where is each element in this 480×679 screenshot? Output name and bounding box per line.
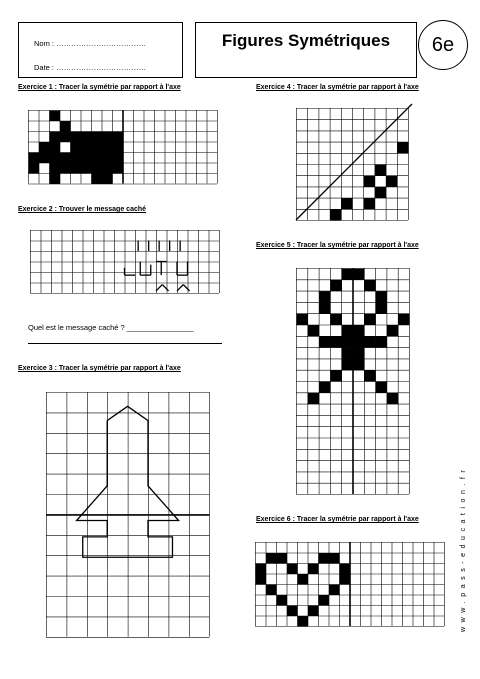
filled-cell — [39, 153, 50, 164]
filled-cell — [102, 174, 113, 185]
ex1-label: Exercice 1 : Tracer la symétrie par rapport à l'axe — [18, 84, 181, 91]
filled-cell — [376, 302, 387, 313]
ex6-grid[interactable] — [255, 542, 445, 627]
ex3-label: Exercice 3 : Tracer la symétrie par rapport à l'axe — [18, 365, 181, 372]
filled-cell — [308, 325, 319, 336]
filled-cell — [308, 393, 319, 404]
filled-cell — [298, 616, 309, 627]
filled-cell — [50, 142, 61, 153]
filled-cell — [330, 370, 341, 381]
symmetry-axis — [296, 104, 412, 220]
filled-cell — [29, 163, 40, 174]
filled-cell — [266, 553, 277, 564]
filled-cell — [50, 174, 61, 185]
grade-badge — [418, 20, 468, 70]
filled-cell — [266, 585, 277, 596]
filled-cell — [329, 585, 340, 596]
filled-cell — [319, 291, 330, 302]
filled-cell — [387, 325, 398, 336]
filled-cell — [342, 336, 353, 347]
filled-cell — [353, 325, 364, 336]
filled-cell — [319, 595, 330, 606]
filled-cell — [256, 564, 267, 575]
filled-cell — [50, 153, 61, 164]
filled-cell — [364, 280, 375, 291]
filled-cell — [398, 314, 409, 325]
filled-cell — [386, 176, 397, 187]
filled-cell — [397, 142, 408, 153]
filled-cell — [364, 176, 375, 187]
filled-cell — [319, 382, 330, 393]
filled-cell — [102, 142, 113, 153]
name-field[interactable]: Nom : ……………………………… — [34, 39, 147, 48]
ex1-grid[interactable] — [28, 110, 218, 185]
ex6-label: Exercice 6 : Tracer la symétrie par rapport à l'axe — [256, 516, 419, 523]
watermark: w w w . p a s s - e d u c a t i o n . f r — [460, 468, 467, 632]
filled-cell — [256, 574, 267, 585]
ex2-answer-line[interactable] — [28, 343, 222, 344]
filled-cell — [113, 132, 124, 143]
filled-cell — [92, 132, 103, 143]
filled-cell — [353, 359, 364, 370]
filled-cell — [330, 209, 341, 220]
filled-cell — [81, 132, 92, 143]
filled-cell — [319, 553, 330, 564]
ex4-label: Exercice 4 : Tracer la symétrie par rapport à l'axe — [256, 84, 419, 91]
ex2-label: Exercice 2 : Trouver le message caché — [18, 206, 147, 213]
filled-cell — [340, 564, 351, 575]
filled-cell — [39, 142, 50, 153]
ex5-label: Exercice 5 : Tracer la symétrie par rapport à l'axe — [256, 242, 419, 249]
filled-cell — [29, 153, 40, 164]
filled-cell — [342, 325, 353, 336]
filled-cell — [340, 574, 351, 585]
filled-cell — [297, 314, 308, 325]
filled-cell — [92, 163, 103, 174]
filled-cell — [81, 153, 92, 164]
filled-cell — [329, 553, 340, 564]
filled-cell — [113, 153, 124, 164]
filled-cell — [60, 163, 71, 174]
filled-cell — [376, 291, 387, 302]
filled-cell — [102, 132, 113, 143]
filled-cell — [81, 163, 92, 174]
filled-cell — [353, 269, 364, 280]
filled-cell — [298, 574, 309, 585]
filled-cell — [113, 142, 124, 153]
filled-cell — [81, 142, 92, 153]
date-field[interactable]: Date : ……………………………… — [34, 63, 147, 72]
ex2-grid[interactable] — [30, 230, 220, 294]
ex2-question[interactable]: Quel est le message caché ? ________________ — [28, 323, 194, 332]
filled-cell — [92, 142, 103, 153]
filled-cell — [50, 111, 61, 122]
filled-cell — [319, 302, 330, 313]
filled-cell — [375, 165, 386, 176]
filled-cell — [387, 393, 398, 404]
rocket-outline — [77, 406, 179, 557]
filled-cell — [71, 132, 82, 143]
grade-text: 6e — [431, 34, 455, 56]
filled-cell — [341, 198, 352, 209]
filled-cell — [50, 163, 61, 174]
filled-cell — [287, 606, 298, 617]
filled-cell — [50, 132, 61, 143]
filled-cell — [364, 198, 375, 209]
filled-cell — [60, 132, 71, 143]
filled-cell — [102, 153, 113, 164]
title-box — [195, 22, 417, 78]
name-date-box — [18, 22, 183, 78]
message-stroke — [162, 285, 168, 291]
filled-cell — [353, 348, 364, 359]
filled-cell — [319, 336, 330, 347]
filled-cell — [71, 153, 82, 164]
filled-cell — [60, 153, 71, 164]
message-stroke — [183, 285, 189, 291]
filled-cell — [71, 163, 82, 174]
ex4-grid[interactable] — [296, 108, 409, 221]
filled-cell — [102, 163, 113, 174]
ex5-grid[interactable] — [296, 268, 410, 495]
filled-cell — [364, 336, 375, 347]
filled-cell — [277, 595, 288, 606]
filled-cell — [330, 314, 341, 325]
message-stroke — [156, 285, 162, 291]
ex3-grid[interactable] — [46, 392, 210, 638]
filled-cell — [71, 142, 82, 153]
filled-cell — [277, 553, 288, 564]
filled-cell — [287, 564, 298, 575]
filled-cell — [375, 187, 386, 198]
filled-cell — [364, 314, 375, 325]
filled-cell — [376, 336, 387, 347]
filled-cell — [113, 163, 124, 174]
filled-cell — [92, 153, 103, 164]
filled-cell — [330, 280, 341, 291]
filled-cell — [308, 606, 319, 617]
filled-cell — [342, 359, 353, 370]
filled-cell — [353, 336, 364, 347]
filled-cell — [342, 269, 353, 280]
filled-cell — [364, 370, 375, 381]
message-stroke — [177, 285, 183, 291]
page-title: Figures Symétriques — [221, 31, 391, 50]
filled-cell — [376, 382, 387, 393]
filled-cell — [60, 121, 71, 132]
filled-cell — [92, 174, 103, 185]
filled-cell — [330, 336, 341, 347]
filled-cell — [342, 348, 353, 359]
filled-cell — [308, 564, 319, 575]
